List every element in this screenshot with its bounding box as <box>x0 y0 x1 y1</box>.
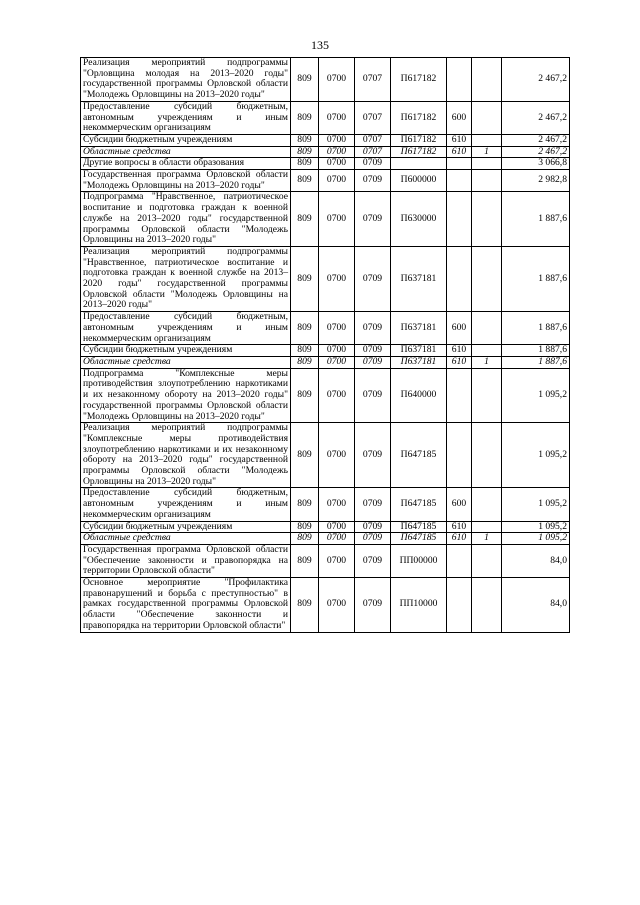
cell-csr: П647185 <box>391 533 447 545</box>
cell-rz: 0700 <box>319 578 355 633</box>
cell-sum: 1 095,2 <box>502 521 570 533</box>
cell-rz: 0700 <box>319 170 355 192</box>
cell-vr: 610 <box>447 345 472 357</box>
cell-pr: 0709 <box>355 170 391 192</box>
cell-sum: 2 467,2 <box>502 146 570 158</box>
cell-extra <box>472 158 502 170</box>
cell-extra <box>472 578 502 633</box>
cell-rz: 0700 <box>319 246 355 311</box>
cell-pr: 0707 <box>355 101 391 134</box>
cell-rz: 0700 <box>319 134 355 146</box>
cell-ved: 809 <box>291 146 319 158</box>
cell-csr: ПП00000 <box>391 544 447 577</box>
cell-vr <box>447 58 472 102</box>
table-row <box>81 146 570 158</box>
cell-rz: 0700 <box>319 423 355 488</box>
table-row <box>81 134 570 146</box>
cell-name: Предоставление субсидий бюджетным, автономным учреждениям и иным некоммерческим организациям <box>81 101 291 134</box>
cell-pr: 0709 <box>355 368 391 423</box>
table-row <box>81 488 570 521</box>
cell-ved: 809 <box>291 368 319 423</box>
cell-pr: 0709 <box>355 488 391 521</box>
cell-vr <box>447 246 472 311</box>
cell-ved: 809 <box>291 544 319 577</box>
cell-csr: П637181 <box>391 356 447 368</box>
cell-rz: 0700 <box>319 368 355 423</box>
cell-vr <box>447 192 472 247</box>
cell-pr: 0709 <box>355 533 391 545</box>
table-row <box>81 533 570 545</box>
cell-pr: 0709 <box>355 345 391 357</box>
cell-name: Областные средства <box>81 356 291 368</box>
cell-vr: 600 <box>447 101 472 134</box>
cell-ved: 809 <box>291 356 319 368</box>
table-row <box>81 544 570 577</box>
cell-sum: 1 887,6 <box>502 192 570 247</box>
cell-name: Другие вопросы в области образования <box>81 158 291 170</box>
cell-vr <box>447 578 472 633</box>
cell-csr: П637181 <box>391 312 447 345</box>
cell-vr: 600 <box>447 312 472 345</box>
cell-extra <box>472 58 502 102</box>
cell-ved: 809 <box>291 192 319 247</box>
cell-vr <box>447 158 472 170</box>
cell-extra <box>472 544 502 577</box>
cell-pr: 0709 <box>355 544 391 577</box>
cell-name: Субсидии бюджетным учреждениям <box>81 345 291 357</box>
table-row <box>81 246 570 311</box>
cell-pr: 0709 <box>355 312 391 345</box>
cell-rz: 0700 <box>319 345 355 357</box>
cell-sum: 3 066,8 <box>502 158 570 170</box>
cell-ved: 809 <box>291 578 319 633</box>
cell-name: Субсидии бюджетным учреждениям <box>81 134 291 146</box>
cell-name: Государственная программа Орловской области "Молодежь Орловщины на 2013–2020 годы" <box>81 170 291 192</box>
cell-rz: 0700 <box>319 58 355 102</box>
cell-rz: 0700 <box>319 146 355 158</box>
cell-name: Подпрограмма "Комплексные меры противодействия злоупотреблению наркотиками и их незаконному обороту на 2013–2020 годы" государственной программы Орловской области "Молодежь Орловщины на 2013–2020 годы" <box>81 368 291 423</box>
cell-csr: П617182 <box>391 58 447 102</box>
cell-rz: 0700 <box>319 356 355 368</box>
cell-csr: П637181 <box>391 246 447 311</box>
cell-sum: 84,0 <box>502 544 570 577</box>
cell-ved: 809 <box>291 312 319 345</box>
cell-vr: 610 <box>447 146 472 158</box>
cell-vr <box>447 368 472 423</box>
cell-csr: П640000 <box>391 368 447 423</box>
cell-vr: 610 <box>447 356 472 368</box>
cell-ved: 809 <box>291 134 319 146</box>
cell-csr: П600000 <box>391 170 447 192</box>
cell-name: Областные средства <box>81 533 291 545</box>
page-number: 135 <box>311 38 329 52</box>
cell-ved: 809 <box>291 246 319 311</box>
cell-vr <box>447 544 472 577</box>
cell-ved: 809 <box>291 170 319 192</box>
cell-ved: 809 <box>291 533 319 545</box>
table-body <box>81 58 570 633</box>
cell-rz: 0700 <box>319 544 355 577</box>
cell-vr <box>447 170 472 192</box>
table-row <box>81 368 570 423</box>
cell-csr: П647185 <box>391 423 447 488</box>
cell-rz: 0700 <box>319 533 355 545</box>
cell-extra <box>472 192 502 247</box>
cell-rz: 0700 <box>319 101 355 134</box>
cell-sum: 1 887,6 <box>502 356 570 368</box>
cell-extra <box>472 312 502 345</box>
table-row <box>81 578 570 633</box>
cell-vr <box>447 423 472 488</box>
cell-pr: 0709 <box>355 246 391 311</box>
cell-vr: 610 <box>447 533 472 545</box>
table-row <box>81 423 570 488</box>
cell-rz: 0700 <box>319 158 355 170</box>
cell-pr: 0707 <box>355 134 391 146</box>
table-row <box>81 158 570 170</box>
table-row <box>81 192 570 247</box>
cell-sum: 1 887,6 <box>502 246 570 311</box>
cell-pr: 0709 <box>355 192 391 247</box>
table-row <box>81 521 570 533</box>
cell-csr: П617182 <box>391 134 447 146</box>
cell-csr: П617182 <box>391 101 447 134</box>
cell-vr: 610 <box>447 521 472 533</box>
cell-vr: 600 <box>447 488 472 521</box>
cell-sum: 2 467,2 <box>502 101 570 134</box>
cell-csr: П647185 <box>391 521 447 533</box>
cell-sum: 1 887,6 <box>502 345 570 357</box>
cell-vr: 610 <box>447 134 472 146</box>
cell-ved: 809 <box>291 345 319 357</box>
cell-name: Подпрограмма "Нравственное, патриотическое воспитание и подготовка граждан к военной службе на 2013–2020 годы" государственной программы Орловской области "Молодежь Орловщины на 2013–2020 годы" <box>81 192 291 247</box>
cell-csr: ПП10000 <box>391 578 447 633</box>
table-row <box>81 170 570 192</box>
cell-rz: 0700 <box>319 192 355 247</box>
cell-pr: 0707 <box>355 146 391 158</box>
table-row <box>81 345 570 357</box>
cell-extra: 1 <box>472 533 502 545</box>
cell-csr: П630000 <box>391 192 447 247</box>
cell-extra <box>472 488 502 521</box>
cell-sum: 2 982,8 <box>502 170 570 192</box>
cell-csr: П647185 <box>391 488 447 521</box>
cell-name: Основное мероприятие "Профилактика правонарушений и борьба с преступностью" в рамках государственной программы Орловской области "Обеспечение законности и правопорядка на территории Орловской области" <box>81 578 291 633</box>
cell-extra: 1 <box>472 146 502 158</box>
cell-sum: 2 467,2 <box>502 58 570 102</box>
cell-name: Реализация мероприятий подпрограммы "Нравственное, патриотическое воспитание и подготовка граждан к военной службе на 2013–2020 годы" государственной программы Орловской области "Молодежь Орловщины на 2013–2020 годы" <box>81 246 291 311</box>
cell-sum: 1 095,2 <box>502 488 570 521</box>
cell-ved: 809 <box>291 101 319 134</box>
cell-rz: 0700 <box>319 488 355 521</box>
cell-sum: 1 095,2 <box>502 423 570 488</box>
cell-pr: 0707 <box>355 58 391 102</box>
cell-rz: 0700 <box>319 312 355 345</box>
cell-ved: 809 <box>291 58 319 102</box>
cell-name: Субсидии бюджетным учреждениям <box>81 521 291 533</box>
cell-name: Предоставление субсидий бюджетным, автономным учреждениям и иным некоммерческим организациям <box>81 488 291 521</box>
cell-extra <box>472 521 502 533</box>
cell-sum: 2 467,2 <box>502 134 570 146</box>
cell-extra <box>472 423 502 488</box>
cell-extra <box>472 101 502 134</box>
cell-name: Реализация мероприятий подпрограммы "Орловщина молодая на 2013–2020 годы" государственной программы Орловской области "Молодежь Орловщины на 2013–2020 годы" <box>81 58 291 102</box>
cell-pr: 0709 <box>355 158 391 170</box>
cell-extra <box>472 368 502 423</box>
cell-extra <box>472 134 502 146</box>
cell-name: Государственная программа Орловской области "Обеспечение законности и правопорядка на территории Орловской области" <box>81 544 291 577</box>
cell-sum: 1 095,2 <box>502 368 570 423</box>
cell-sum: 1 095,2 <box>502 533 570 545</box>
cell-name: Областные средства <box>81 146 291 158</box>
cell-ved: 809 <box>291 521 319 533</box>
cell-name: Предоставление субсидий бюджетным, автономным учреждениям и иным некоммерческим организациям <box>81 312 291 345</box>
table-row <box>81 58 570 102</box>
cell-sum: 1 887,6 <box>502 312 570 345</box>
cell-csr <box>391 158 447 170</box>
cell-pr: 0709 <box>355 423 391 488</box>
cell-extra <box>472 246 502 311</box>
cell-pr: 0709 <box>355 356 391 368</box>
cell-ved: 809 <box>291 423 319 488</box>
cell-sum: 84,0 <box>502 578 570 633</box>
cell-csr: П637181 <box>391 345 447 357</box>
cell-ved: 809 <box>291 158 319 170</box>
cell-extra <box>472 170 502 192</box>
cell-pr: 0709 <box>355 521 391 533</box>
table-row <box>81 312 570 345</box>
cell-ved: 809 <box>291 488 319 521</box>
table-row <box>81 356 570 368</box>
cell-csr: П617182 <box>391 146 447 158</box>
cell-name: Реализация мероприятий подпрограммы "Комплексные меры противодействия злоупотреблению наркотиками и их незаконному обороту на 2013–2020 годы" государственной программы Орловской области "Молодежь Орловщины на 2013–2020 годы" <box>81 423 291 488</box>
table-row <box>81 101 570 134</box>
budget-table <box>80 57 570 633</box>
cell-extra: 1 <box>472 356 502 368</box>
cell-pr: 0709 <box>355 578 391 633</box>
cell-extra <box>472 345 502 357</box>
cell-rz: 0700 <box>319 521 355 533</box>
